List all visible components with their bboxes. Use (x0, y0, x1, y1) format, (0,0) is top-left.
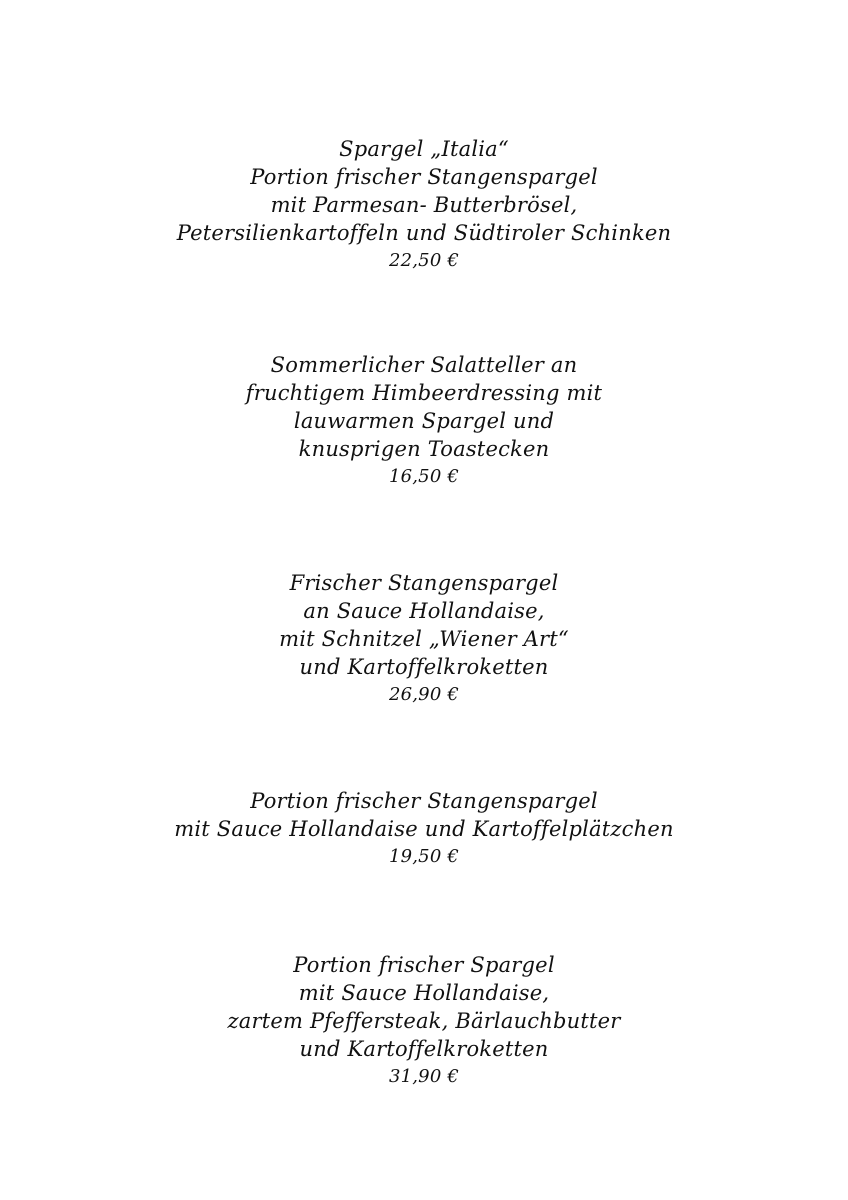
dish-description-line: und Kartoffelkroketten (299, 655, 549, 679)
dish-description-line: an Sauce Hollandaise, (303, 599, 545, 623)
dish-description-line: Petersilienkartoffeln und Südtiroler Schinken (176, 221, 672, 245)
dish-description-line: lauwarmen Spargel und (293, 409, 555, 433)
dish-price: 16,50 € (388, 466, 460, 487)
dish-description-line: fruchtigem Himbeerdressing mit (245, 381, 603, 405)
dish-description-line: Portion frischer Stangenspargel (250, 165, 598, 189)
dish-price: 26,90 € (388, 684, 460, 705)
dish-price: 31,90 € (388, 1066, 460, 1087)
menu-item (0, 569, 848, 709)
dish-title: Portion frischer Stangenspargel (250, 789, 598, 813)
dish-description-line: und Kartoffelkroketten (299, 1037, 549, 1061)
menu-item (0, 351, 848, 491)
dish-description-line: mit Parmesan- Butterbrösel, (270, 193, 578, 217)
dish-description-line: mit Schnitzel „Wiener Art“ (279, 627, 569, 651)
dish-title: Spargel „Italia“ (339, 137, 509, 161)
dish-description-line: mit Sauce Hollandaise und Kartoffelplätzchen (174, 817, 674, 841)
dish-title: Portion frischer Spargel (293, 953, 555, 977)
dish-title: Sommerlicher Salatteller an (270, 353, 578, 377)
menu-item (0, 951, 848, 1091)
menu-item (0, 787, 848, 871)
dish-price: 19,50 € (388, 846, 460, 867)
dish-description-line: zartem Pfeffersteak, Bärlauchbutter (227, 1009, 621, 1033)
dish-price: 22,50 € (388, 250, 460, 271)
dish-description-line: knusprigen Toastecken (298, 437, 550, 461)
dish-description-line: mit Sauce Hollandaise, (298, 981, 550, 1005)
menu-item (0, 135, 848, 275)
dish-title: Frischer Stangenspargel (289, 571, 559, 595)
